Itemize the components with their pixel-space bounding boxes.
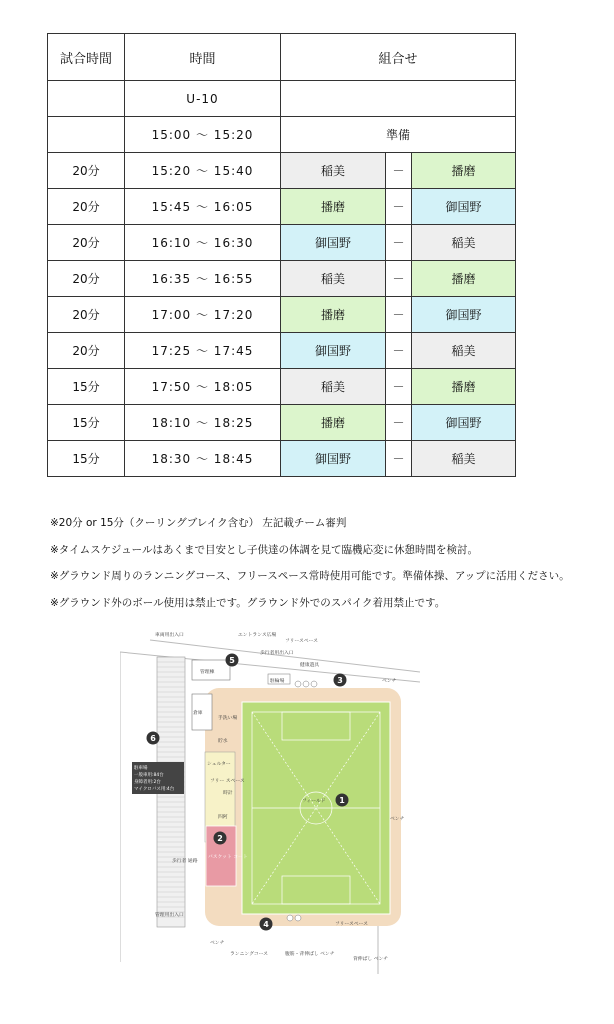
label-free-space-mid: フリー スペース [210,779,245,784]
team2-cell: 播磨 [412,369,516,405]
duration-cell: 20分 [48,225,125,261]
label-vehicle-entrance-bottom: 管理用出入口 [155,913,184,918]
separator-cell: － [386,369,412,405]
match-row [48,441,516,477]
header-matchup: 組合せ [281,34,516,81]
duration-cell: 15分 [48,441,125,477]
label-entrance-plaza: エントランス広場 [238,633,277,638]
match-row [48,261,516,297]
match-row [48,333,516,369]
label-bike-parking: 駐輪場 [270,679,285,684]
section-row [48,81,516,117]
map-marker-label: 6 [150,734,156,743]
separator-cell: － [386,189,412,225]
prep-row [48,117,516,153]
notes [50,510,570,616]
team1-cell: 稲美 [281,153,386,189]
schedule-table [47,33,516,477]
label-field: フィールド [302,799,326,804]
empty-cell [48,81,125,117]
parking-info-line: 一般車用:84台 [134,773,164,778]
label-clock: 時計 [223,791,233,796]
separator-cell: － [386,405,412,441]
note-line: ※グラウンド周りのランニングコース、フリースペース常時使用可能です。準備体操、アップに活用ください。 [50,570,570,582]
duration-cell: 20分 [48,297,125,333]
map-marker-label: 1 [339,796,345,805]
label-warehouse: 倉庫 [193,711,203,716]
team2-cell: 播磨 [412,153,516,189]
map-marker-label: 5 [229,656,235,665]
label-fitness-bench: 腹筋・背伸ばし ベンチ [285,952,335,957]
team1-cell: 御国野 [281,225,386,261]
separator-cell: － [386,333,412,369]
duration-cell: 20分 [48,153,125,189]
label-gazebo: 四阿 [218,815,228,820]
separator-cell: － [386,441,412,477]
separator-cell: － [386,153,412,189]
separator-cell: － [386,225,412,261]
duration-cell: 20分 [48,261,125,297]
map-marker-label: 2 [217,834,223,843]
label-bench-right: ベンチ [390,817,405,822]
time-cell: 15:20 ～ 15:40 [125,153,281,189]
time-cell: 17:50 ～ 18:05 [125,369,281,405]
match-rows [48,153,516,477]
team1-cell: 播磨 [281,189,386,225]
team2-cell: 稲美 [412,333,516,369]
duration-cell: 20分 [48,189,125,225]
empty-cell [48,117,125,153]
match-row [48,369,516,405]
label-basketball: バスケット コート [208,855,248,860]
time-cell: 15:45 ～ 16:05 [125,189,281,225]
label-pedestrian-passage: 歩行者 通路 [172,859,198,864]
match-row [48,297,516,333]
team2-cell: 御国野 [412,405,516,441]
team2-cell: 稲美 [412,225,516,261]
time-cell: 17:00 ～ 17:20 [125,297,281,333]
label-bench-top: ベンチ [382,679,397,684]
section-label: U-10 [125,81,281,117]
team1-cell: 御国野 [281,441,386,477]
team2-cell: 御国野 [412,297,516,333]
map-marker-label: 3 [337,676,343,685]
note-line: ※タイムスケジュールはあくまで目安とし子供達の体調を見て臨機応変に休憩時間を検討。 [50,543,478,556]
map-marker-label: 4 [263,920,269,929]
header-time: 時間 [125,34,281,81]
prep-label: 準備 [281,117,516,153]
label-free-space-top: フリースペース [285,639,318,644]
header-row [48,34,516,81]
match-row [48,189,516,225]
label-stretch-bench: 背伸ばし ベンチ [353,957,389,962]
note-line: ※グラウンド外のボール使用は禁止です。グラウンド外でのスパイク着用禁止です。 [50,596,446,609]
label-bench-bottom: ベンチ [210,941,225,946]
time-cell: 18:10 ～ 18:25 [125,405,281,441]
team1-cell: 稲美 [281,369,386,405]
duration-cell: 20分 [48,333,125,369]
match-row [48,405,516,441]
time-cell: 16:10 ～ 16:30 [125,225,281,261]
note-line: ※20分 or 15分（クーリングブレイク含む） 左記載チーム審判 [50,517,347,529]
label-running-course: ランニングコース [230,952,268,957]
team2-cell: 稲美 [412,441,516,477]
match-row [48,225,516,261]
team1-cell: 稲美 [281,261,386,297]
time-cell: 18:30 ～ 18:45 [125,441,281,477]
label-water-tank: 貯水 [218,739,228,744]
team1-cell: 播磨 [281,297,386,333]
label-shelter: シェルター [207,762,231,767]
duration-cell: 15分 [48,369,125,405]
team1-cell: 播磨 [281,405,386,441]
parking-info-line: マイクロバス用:4台 [134,787,175,792]
facility-map [120,622,420,974]
duration-cell: 15分 [48,405,125,441]
label-vehicle-entrance: 車両用出入口 [155,633,184,638]
team2-cell: 御国野 [412,189,516,225]
empty-cell [281,81,516,117]
parking-info-line: 駐車場 [134,766,148,771]
label-pedestrian-entrance: 歩行者用出入口 [260,651,294,656]
label-handwash: 手洗い場 [218,716,238,721]
separator-cell: － [386,261,412,297]
team1-cell: 御国野 [281,333,386,369]
time-cell: 17:25 ～ 17:45 [125,333,281,369]
parking-info-line: 身障者用:2台 [134,780,161,785]
team2-cell: 播磨 [412,261,516,297]
separator-cell: － [386,297,412,333]
header-duration: 試合時間 [48,34,125,81]
label-management: 管理棟 [200,670,215,675]
prep-time: 15:00 ～ 15:20 [125,117,281,153]
time-cell: 16:35 ～ 16:55 [125,261,281,297]
match-row [48,153,516,189]
label-fitness: 健康遊具 [300,663,320,668]
label-free-space-bottom: フリースペース [335,922,368,927]
